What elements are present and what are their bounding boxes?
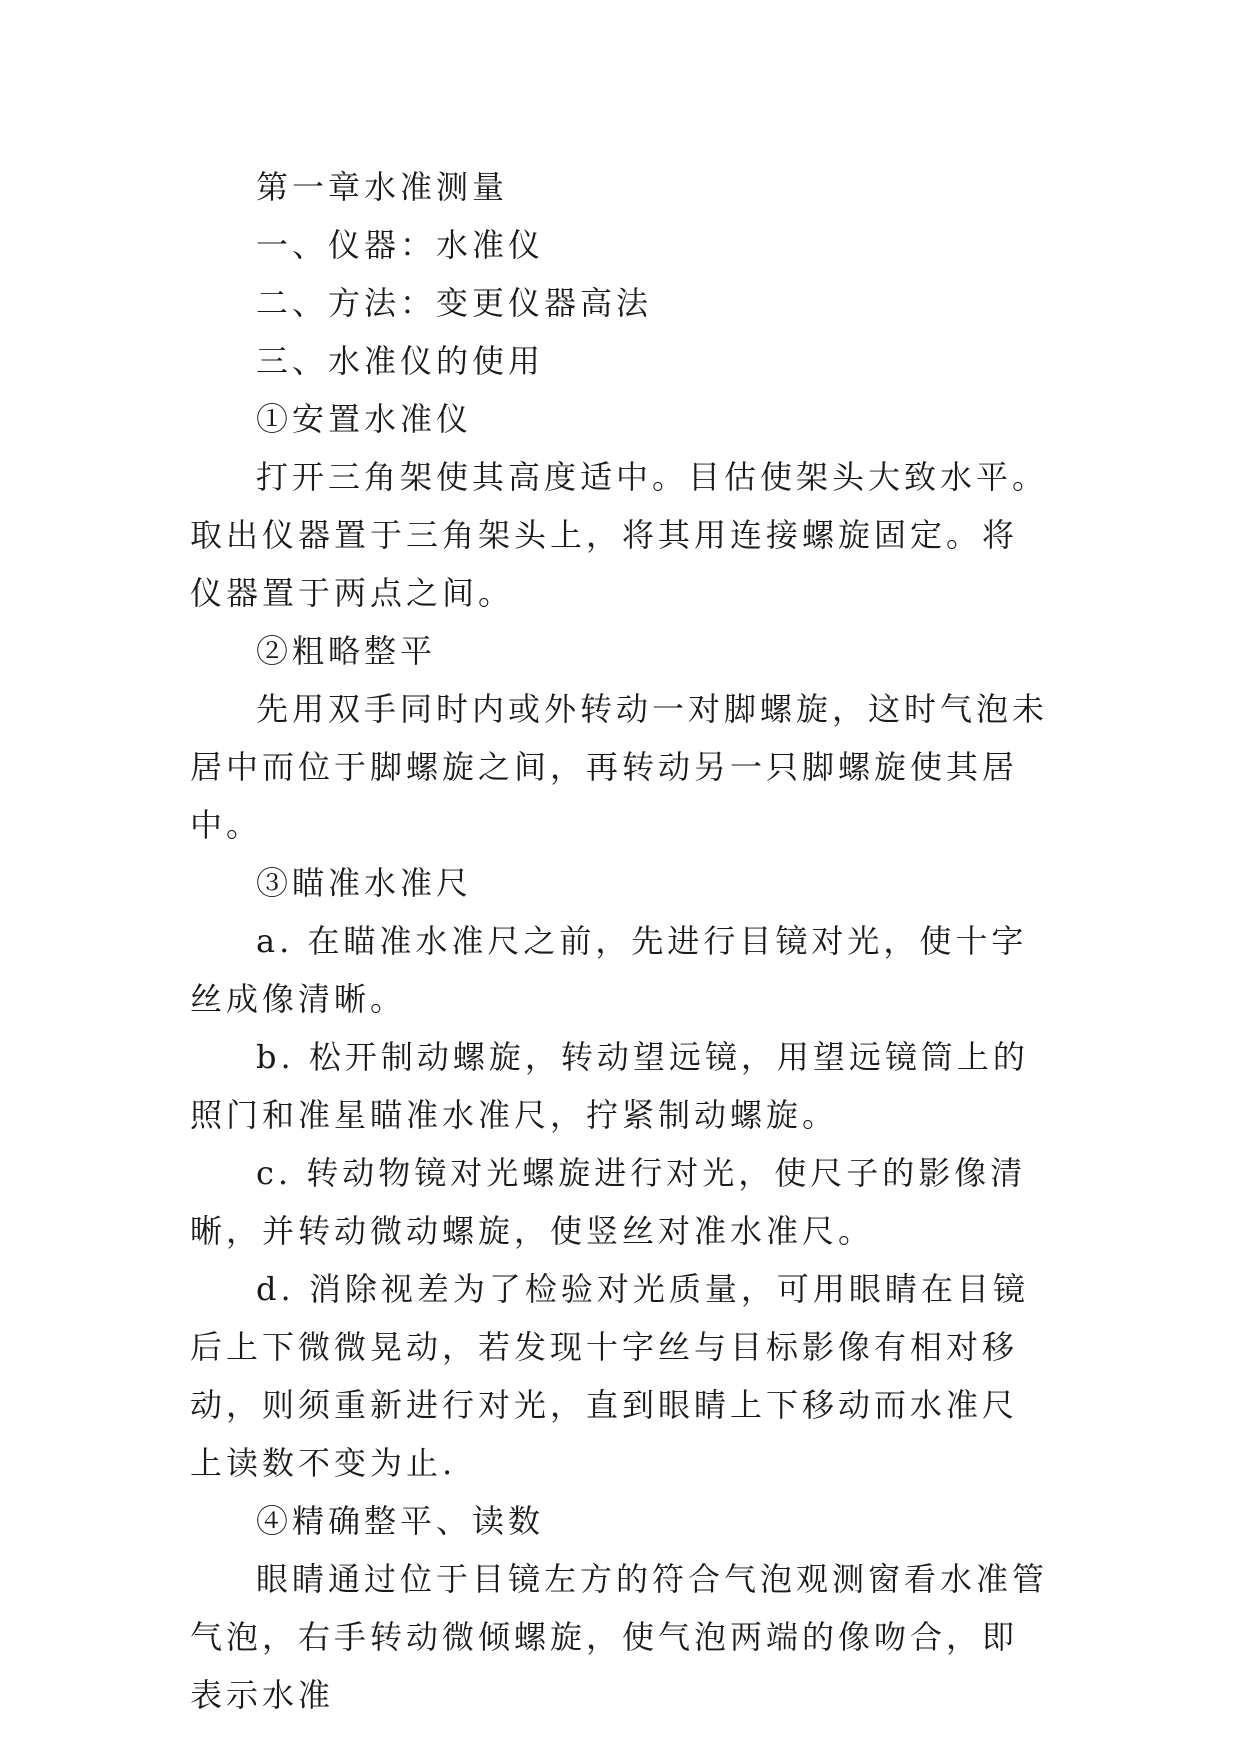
section-heading-instrument: 一、仪器：水准仪 xyxy=(256,226,545,264)
list-item-c: c. 转动物镜对光螺旋进行对光，使尺子的影像清晰，并转动微动螺旋，使竖丝对准水准尺。 xyxy=(190,1154,1027,1250)
list-item-a: a. 在瞄准水准尺之前，先进行目镜对光，使十字丝成像清晰。 xyxy=(190,922,1028,1018)
section-heading-method: 二、方法：变更仪器高法 xyxy=(256,284,653,322)
step-heading-setup: ①安置水准仪 xyxy=(256,400,473,438)
list-item-d: d. 消除视差为了检验对光质量，可用眼睛在目镜后上下微微晃动，若发现十字丝与目标影像有相对移动，则须重新进行对光，直到眼睛上下移动而水准尺上读数不变为止. xyxy=(190,1270,1029,1482)
step-heading-aiming: ③瞄准水准尺 xyxy=(256,864,473,902)
list-item-b: b. 松开制动螺旋，转动望远镜，用望远镜筒上的照门和准星瞄准水准尺，拧紧制动螺旋。 xyxy=(190,1038,1029,1134)
step-heading-precise-leveling: ④精确整平、读数 xyxy=(256,1502,545,1540)
section-heading-usage: 三、水准仪的使用 xyxy=(256,342,545,380)
document-body xyxy=(190,158,1050,1724)
body-paragraph: 打开三角架使其高度适中。目估使架头大致水平。取出仪器置于三角架头上，将其用连接螺旋固定。将仪器置于两点之间。 xyxy=(190,458,1049,612)
body-paragraph: 先用双手同时内或外转动一对脚螺旋，这时气泡未居中而位于脚螺旋之间，再转动另一只脚螺旋使其居中。 xyxy=(190,690,1049,844)
step-heading-rough-leveling: ②粗略整平 xyxy=(256,632,437,670)
chapter-title: 第一章水准测量 xyxy=(256,168,509,206)
body-paragraph: 眼睛通过位于目镜左方的符合气泡观测窗看水准管气泡，右手转动微倾螺旋，使气泡两端的像吻合，即表示水准 xyxy=(190,1560,1049,1714)
